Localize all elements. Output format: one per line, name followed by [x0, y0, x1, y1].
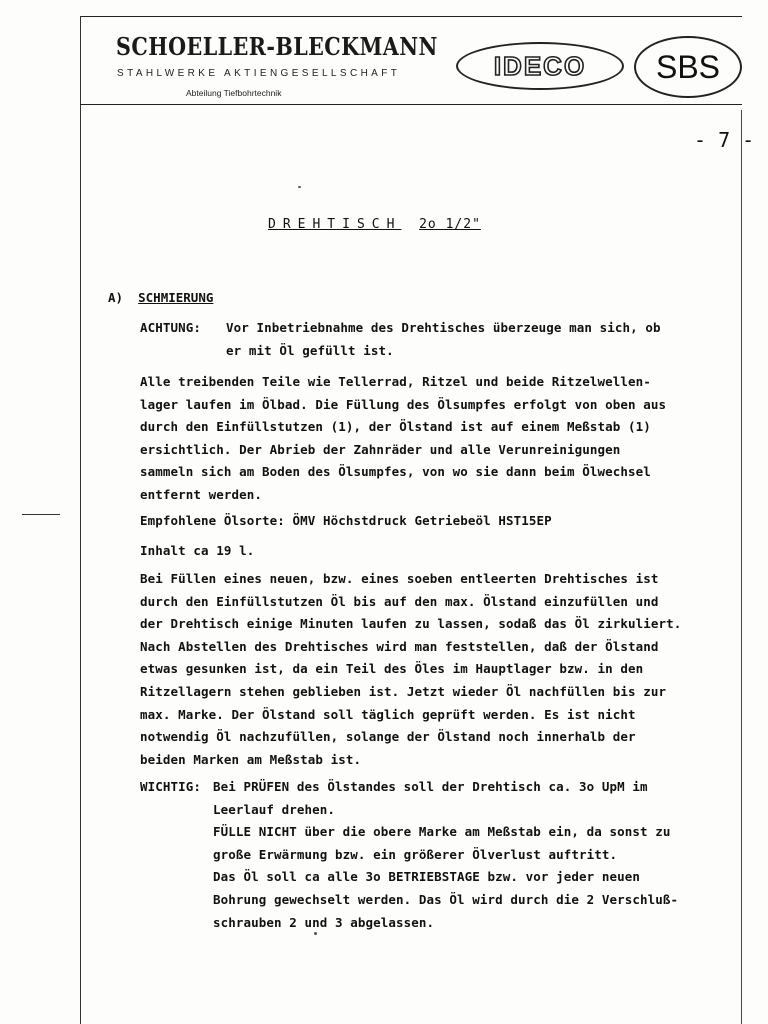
wichtig-line: große Erwärmung bzw. ein größerer Ölverlust auftritt.	[213, 846, 618, 862]
fuellen-line: Ritzellagern stehen geblieben ist. Jetzt wieder Öl nachfüllen bis zur	[140, 684, 667, 699]
fuellen-line: notwendig Öl nachzufüllen, solange der Ölstand noch innerhalb der	[140, 729, 636, 745]
section-title: SCHMIERUNG	[138, 290, 214, 305]
fuellen-line: max. Marke. Der Ölstand soll täglich geprüft werden. Es ist nicht	[140, 706, 636, 722]
wichtig-line: Leerlauf drehen.	[213, 801, 336, 817]
title-size: 2o 1/2"	[419, 217, 481, 232]
title-main: DREHTISCH	[268, 217, 402, 232]
scan-speck	[298, 186, 301, 188]
fuellen-line: durch den Einfüllstutzen Öl bis auf den max. Ölstand einzufüllen und	[140, 593, 659, 609]
document-title	[268, 217, 481, 232]
capacity-line: Inhalt ca 19 l.	[140, 543, 255, 558]
achtung-line: er mit Öl gefüllt ist.	[226, 343, 394, 358]
oil-type-line: Empfohlene Ölsorte: ÖMV Höchstdruck Getriebeöl HST15EP	[140, 513, 552, 528]
fuellen-line: Nach Abstellen des Drehtisches wird man feststellen, daß der Ölstand	[140, 638, 659, 654]
wichtig-line: FÜLLE NICHT über die obere Marke am Meßstab ein, da sonst zu	[213, 824, 671, 840]
company-department: Abteilung Tiefbohrtechnik	[186, 88, 282, 98]
section-heading	[108, 290, 213, 305]
wichtig-label: WICHTIG:	[140, 779, 202, 794]
margin-dash	[22, 514, 60, 515]
oelbad-line: entfernt werden.	[140, 487, 263, 502]
achtung-label: ACHTUNG:	[140, 320, 202, 335]
oelbad-line: Alle treibenden Teile wie Tellerrad, Ritzel und beide Ritzelwellen-	[140, 374, 651, 389]
wichtig-line: Bei PRÜFEN des Ölstandes soll der Drehtisch ca. 3o UpM im	[213, 779, 648, 794]
page-number: - 7 -	[694, 128, 755, 152]
header-bottom-rule	[80, 104, 742, 105]
ideco-logo	[456, 42, 624, 90]
oelbad-line: durch den Einfüllstutzen (1), der Ölstand ist auf einem Meßstab (1)	[140, 419, 651, 435]
wichtig-line: schrauben 2 und 3 abgelassen.	[213, 914, 435, 930]
oelbad-line: lager laufen im Ölbad. Die Füllung des Ölsumpfes erfolgt von oben aus	[140, 396, 667, 412]
company-subtitle: STAHLWERKE AKTIENGESELLSCHAFT	[117, 68, 401, 79]
oelbad-line: ersichtlich. Der Abrieb der Zahnräder und alle Verunreinigungen	[140, 441, 621, 457]
oelbad-line: sammeln sich am Boden des Ölsumpfes, von wo sie dann beim Ölwechsel	[140, 464, 651, 480]
left-margin-rule	[80, 16, 81, 1024]
company-name: SCHOELLER-BLECKMANN	[116, 32, 438, 61]
fuellen-line: der Drehtisch einige Minuten laufen zu lassen, sodaß das Öl zirkuliert.	[140, 616, 682, 632]
wichtig-line: Bohrung gewechselt werden. Das Öl wird durch die 2 Verschluß-	[213, 892, 679, 907]
wichtig-line: Das Öl soll ca alle 3o BETRIEBSTAGE bzw. vor jeder neuen	[213, 869, 641, 885]
header-top-rule	[80, 16, 742, 17]
scan-speck	[314, 932, 317, 935]
sbs-logo	[634, 36, 742, 98]
fuellen-line: etwas gesunken ist, da ein Teil des Öles im Hauptlager bzw. in den	[140, 661, 644, 677]
section-marker: A)	[108, 290, 124, 305]
fuellen-line: Bei Füllen eines neuen, bzw. eines soeben entleerten Drehtisches ist	[140, 571, 659, 586]
achtung-line: Vor Inbetriebnahme des Drehtisches überzeuge man sich, ob	[226, 320, 661, 335]
fuellen-line: beiden Marken am Meßstab ist.	[140, 751, 362, 767]
right-margin-rule	[741, 110, 742, 1024]
ideco-logo-text: IDECO	[493, 50, 587, 81]
sbs-logo-text: SBS	[655, 48, 721, 85]
